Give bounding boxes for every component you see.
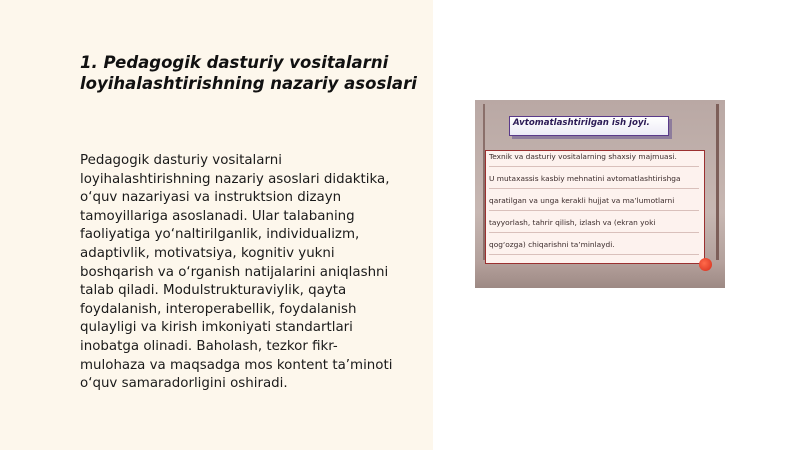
slide-body-text: Pedagogik dasturiy vositalarni loyihalashtirishning nazariy asoslari didaktika, o‘quv nazariyasi va instruktsion dizayn tamoyillariga asoslanadi. Ular talabaning faoliyatiga yo‘naltirilganlik, individualizm, adaptivlik, motivatsiya, kognitiv yukni boshqarish va o‘rganish natijalarini aniqlashni talab qiladi. Modulstrukturaviylik, qayta foydalanish, interoperabellik, foydalanish qulayligi va kirish imkoniyati standartlari inobatga olinadi. Baholash, tezkor fikr-mulohaza va maqsadga mos kontent ta’minoti o‘quv samaradorligini oshiradi.: [80, 153, 393, 392]
figure-rule: [489, 232, 699, 233]
figure-line: qaratilgan va unga kerakli hujjat va ma’lumotlarni: [489, 196, 675, 205]
figure-line: Texnik va dasturiy vositalarning shaxsiy majmuasi.: [489, 152, 677, 161]
figure-line: tayyorlash, tahrir qilish, izlash va (ekran yoki: [489, 218, 656, 227]
figure-rule: [489, 188, 699, 189]
figure-line: U mutaxassis kasbiy mehnatini avtomatlashtirishga: [489, 174, 681, 183]
figure-line: qog‘ozga) chiqarishni ta’minlaydi.: [489, 240, 615, 249]
workstation-figure: [475, 100, 725, 288]
figure-header-text: Avtomatlashtirilgan ish joyi.: [513, 118, 650, 128]
figure-rule: [489, 210, 699, 211]
figure-rule: [489, 166, 699, 167]
slide-title: 1. Pedagogik dasturiy vositalarni loyihalashtirishning nazariy asoslari: [80, 53, 417, 93]
figure-floor: [475, 260, 725, 288]
figure-rule: [489, 254, 699, 255]
figure-frame-right: [716, 104, 719, 279]
red-dot-icon: [699, 258, 712, 271]
